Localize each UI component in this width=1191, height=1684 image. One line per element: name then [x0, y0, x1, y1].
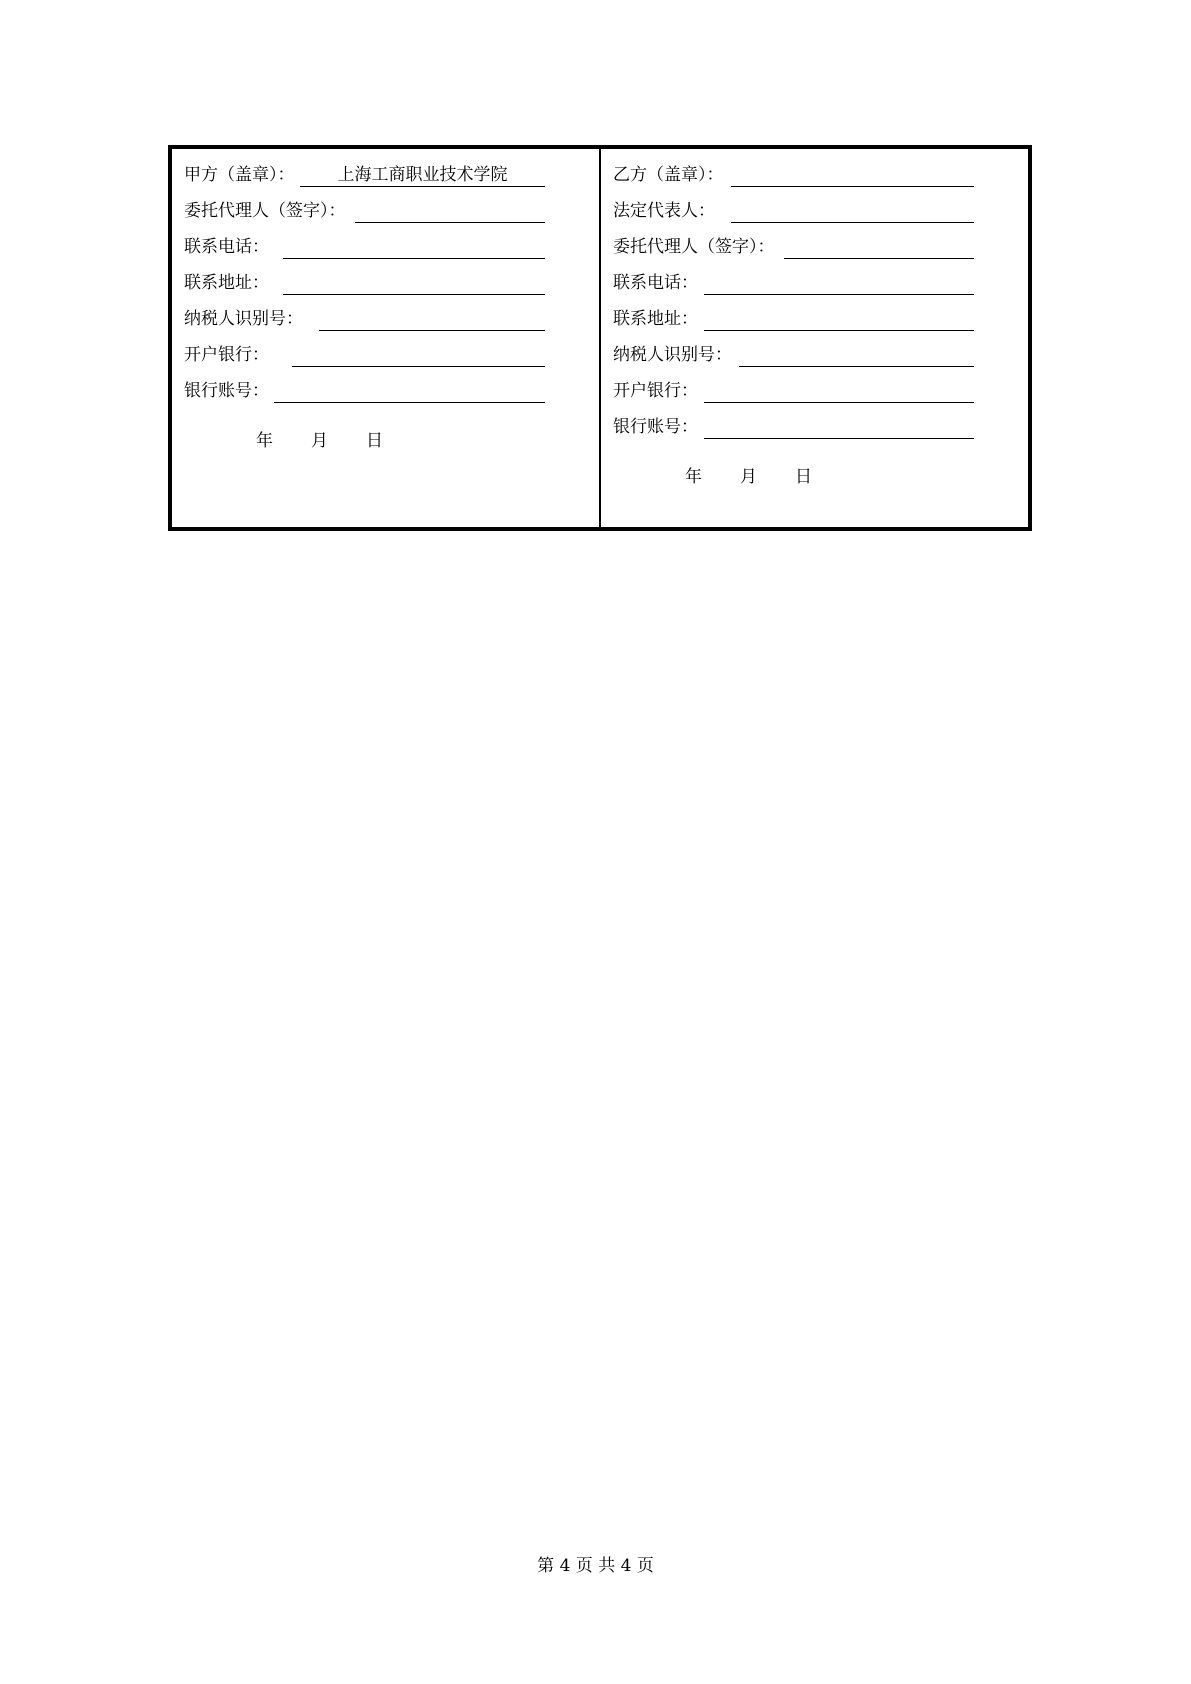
party-a-phone-row: [184, 234, 564, 260]
party-b-date-day: 日: [795, 467, 812, 487]
party-a-bank-row: [184, 342, 564, 368]
party-a-seal-field[interactable]: 上海工商职业技术学院: [300, 162, 545, 187]
party-a-date-year: 年: [256, 431, 273, 451]
party-b-date: [685, 464, 825, 490]
party-a-account-label: 银行账号：: [184, 381, 269, 401]
party-a-tax-id-row: [184, 306, 564, 332]
party-b-tax-id-label: 纳税人识别号：: [613, 345, 732, 365]
party-a-agent-label: 委托代理人（签字）：: [184, 201, 346, 221]
party-a-phone-field[interactable]: [283, 234, 545, 259]
party-a-account-row: [184, 378, 564, 404]
party-a-bank-label: 开户银行：: [184, 345, 269, 365]
party-a-account-field[interactable]: [274, 378, 545, 403]
page-number-footer: 第 4 页 共 4 页: [537, 1556, 654, 1576]
party-b-seal-field[interactable]: [731, 162, 974, 187]
party-b-seal-label: 乙方（盖章）：: [613, 165, 724, 185]
party-a-seal-row: [184, 162, 564, 188]
party-b-agent-field[interactable]: [784, 234, 974, 259]
party-b-bank-field[interactable]: [704, 378, 974, 403]
party-a-address-label: 联系地址：: [184, 273, 269, 293]
party-b-date-month: 月: [740, 467, 757, 487]
party-a-date: [256, 428, 396, 454]
party-a-date-month: 月: [311, 431, 328, 451]
party-b-bank-row: [613, 378, 993, 404]
party-b-phone-field[interactable]: [704, 270, 974, 295]
party-b-account-label: 银行账号：: [613, 417, 698, 437]
party-b-account-row: [613, 414, 993, 440]
party-b-tax-id-field[interactable]: [739, 342, 974, 367]
party-a-tax-id-label: 纳税人识别号：: [184, 309, 303, 329]
party-b-tax-id-row: [613, 342, 993, 368]
party-a-seal-label: 甲方（盖章）：: [184, 165, 295, 185]
party-a-address-row: [184, 270, 564, 296]
party-b-address-field[interactable]: [704, 306, 974, 331]
party-b-address-label: 联系地址：: [613, 309, 698, 329]
party-b-phone-label: 联系电话：: [613, 273, 698, 293]
party-b-address-row: [613, 306, 993, 332]
party-a-phone-label: 联系电话：: [184, 237, 269, 257]
party-b-date-year: 年: [685, 467, 702, 487]
column-divider: [599, 149, 601, 527]
party-a-bank-field[interactable]: [292, 342, 545, 367]
party-b-phone-row: [613, 270, 993, 296]
party-b-account-field[interactable]: [704, 414, 974, 439]
party-a-date-day: 日: [366, 431, 383, 451]
party-b-legal-rep-row: [613, 198, 993, 224]
party-a-agent-field[interactable]: [355, 198, 545, 223]
party-b-agent-row: [613, 234, 993, 260]
party-b-agent-label: 委托代理人（签字）：: [613, 237, 775, 257]
signature-table: [168, 145, 1032, 531]
party-a-agent-row: [184, 198, 564, 224]
party-b-legal-rep-field[interactable]: [731, 198, 974, 223]
party-b-seal-row: [613, 162, 993, 188]
party-a-address-field[interactable]: [283, 270, 545, 295]
party-b-legal-rep-label: 法定代表人：: [613, 201, 715, 221]
party-b-bank-label: 开户银行：: [613, 381, 698, 401]
party-a-tax-id-field[interactable]: [319, 306, 545, 331]
